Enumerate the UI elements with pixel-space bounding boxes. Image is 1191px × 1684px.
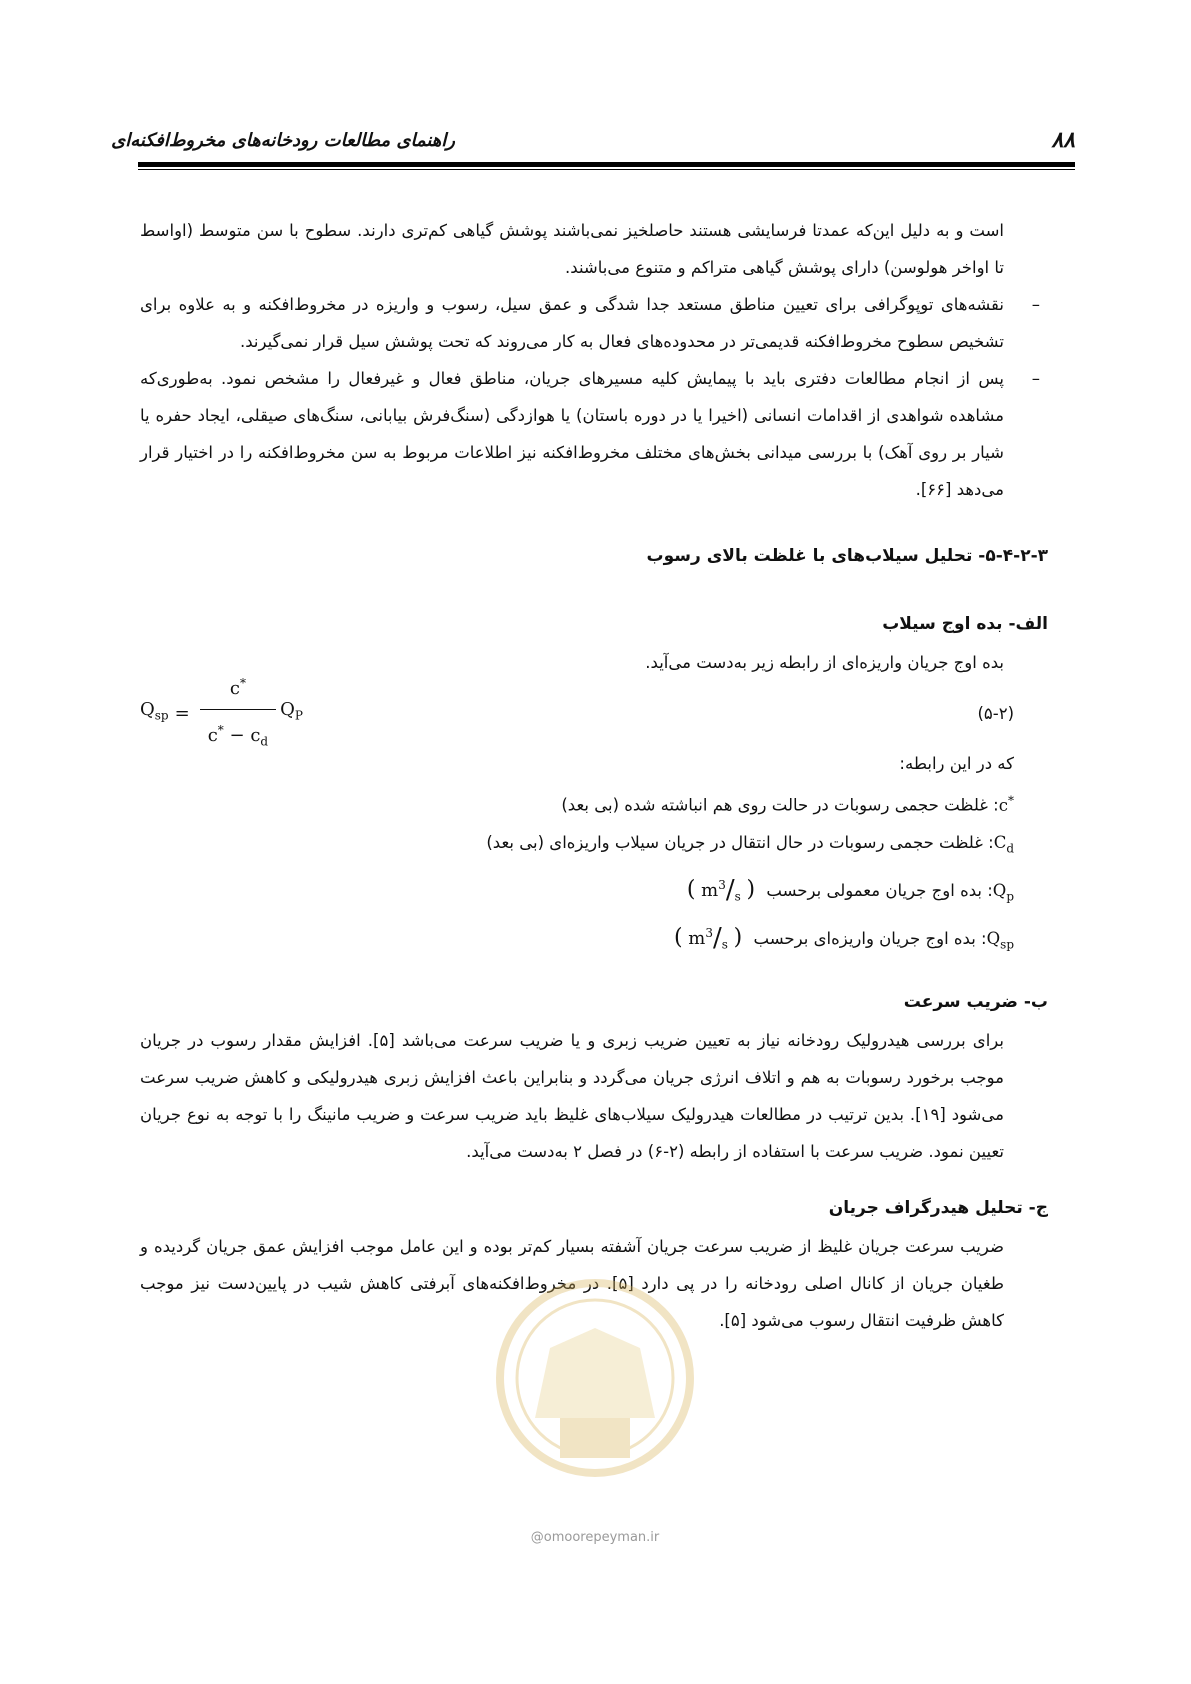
formula-lhs: $Q_{sp}$ [140,699,169,723]
page-number: ۸۸ [1051,128,1075,153]
bullet-dash: – [1031,369,1040,388]
unit-m3-per-s: ( $m^3/_s$ ) [673,923,743,954]
bullet-item [140,286,1048,360]
variable-definitions [140,745,1048,964]
page-header [111,128,1075,158]
header-rule-thick [138,162,1075,167]
hydrograph-text: ضریب سرعت جریان غلیظ از ضریب سرعت جریان آشفته بسیار کم‌تر بوده و این عامل موجب افزایش عمق جریان گردیده و طغیان جریان از کانال اصلی رودخانه را در پی دارد [۵]. در مخروط‌افکنه‌های آبرفتی کاهش شیب در پایین‌دست نیز موجب کاهش ظرفیت انتقال رسوب می‌شود [۵]. [140,1236,1004,1330]
bullet-text-topographic-maps: نقشه‌های توپوگرافی برای تعیین مناطق مستعد جدا شدگی و عمق سیل، رسوب و واریزه در مخروط‌افکنه و به علاوه برای تشخیص سطوح مخروط‌افکنه قدیمی‌تر در محدوده‌های فعال به کار می‌روند که تحت پوشش سیل قرار نمی‌گیرند. [140,295,1004,351]
formula-numerator: c* [229,676,246,700]
section-heading: ۵-۴-۲-۳- تحلیل سیلاب‌های با غلظت بالای رسوب [646,546,1048,566]
bullet-item [140,360,1048,508]
subsection-heading-hydrograph: ج- تحلیل هیدرگراف جریان [828,1197,1048,1218]
running-title: راهنمای مطالعات رودخانه‌های مخروط‌افکنه‌ای [111,130,455,151]
definition-cd: $C_d$: غلظت حجمی رسوبات در حال انتقال در جریان سیلاب واریزه‌ای (بی بعد) [486,832,1014,855]
formula-denominator: $c^* - c_d$ [200,709,276,761]
formula-rhs: $Q_P$ [280,699,303,723]
subsection-heading-velocity-coefficient: ب- ضریب سرعت [903,991,1048,1012]
watermark-url: @omoorepeyman.ir [530,1530,660,1545]
bullet-dash: – [1031,295,1040,314]
definition-qsp: $Q_{sp}$: بده اوج جریان واریزه‌ای برحسب ( $m^3/_s$ ) [140,915,1014,964]
debris-peak-flow-formula [140,676,303,749]
definition-qp: $Q_p$: بده اوج جریان معمولی برحسب ( $m^3/_s$ ) [140,867,1014,916]
paragraph-continued: است و به دلیل این‌که عمدتا فرسایشی هستند حاصلخیز نمی‌باشند پوشش گیاهی کم‌تری دارند. سطوح با سن متوسط (اواسط تا اواخر هولوسن) دارای پوشش گیاهی متراکم و متنوع می‌باشند. [140,221,1004,277]
formula-fraction [200,665,276,761]
peak-flow-intro: بده اوج جریان واریزه‌ای از رابطه زیر به‌دست می‌آید. [645,653,1004,672]
where-text: که در این رابطه: [899,754,1014,773]
velocity-coefficient-text: برای بررسی هیدرولیک رودخانه نیاز به تعیین ضریب زبری و یا ضریب سرعت می‌باشد [۵]. افزایش مقدار رسوب در جریان موجب برخورد رسوبات به هم و اتلاف انرژی جریان می‌گردد و بنابراین باعث افزایش زبری هیدرولیکی و کاهش ضریب سرعت می‌شود [۱۹]. بدین ترتیب در مطالعات هیدرولیک سیلاب‌های غلیظ باید ضریب سرعت و ضریب مانینگ را با توجه به نوع جریان تعیین نمود. ضریب سرعت با استفاده از رابطه (۲-۶) در فصل ۲ به‌دست می‌آید. [140,1030,1004,1161]
subsection-heading-peak-flow: الف- بده اوج سیلاب [882,614,1048,634]
equation-number: (۵-۲) [977,704,1014,723]
unit-m3-per-s: ( $m^3/_s$ ) [686,874,756,905]
bullet-text-field-survey: پس از انجام مطالعات دفتری باید با پیمایش کلیه مسیرهای جریان، مناطق فعال و غیرفعال را مشخص نمود. به‌طوری‌که مشاهده شواهدی از اقدامات انسانی (اخیرا یا در دوره باستان) یا هوازدگی (سنگ‌فرش بیابانی، سنگ‌های صیقلی، ایجاد حفره یا شیار بر روی آهک) با بررسی میدانی بخش‌های مختلف مخروط‌افکنه نیز اطلاعات مربوط به سن مخروط‌افکنه را در اختیار قرار می‌دهد [۶۶]. [140,369,1004,499]
definition-c-star: c*: غلظت حجمی رسوبات در حالت روی هم انباشته شده (بی بعد) [561,793,1014,815]
formula-equals: = [174,702,190,724]
header-rule-thin [138,169,1075,170]
page-body [140,212,1048,1339]
equation-row [140,676,1048,749]
